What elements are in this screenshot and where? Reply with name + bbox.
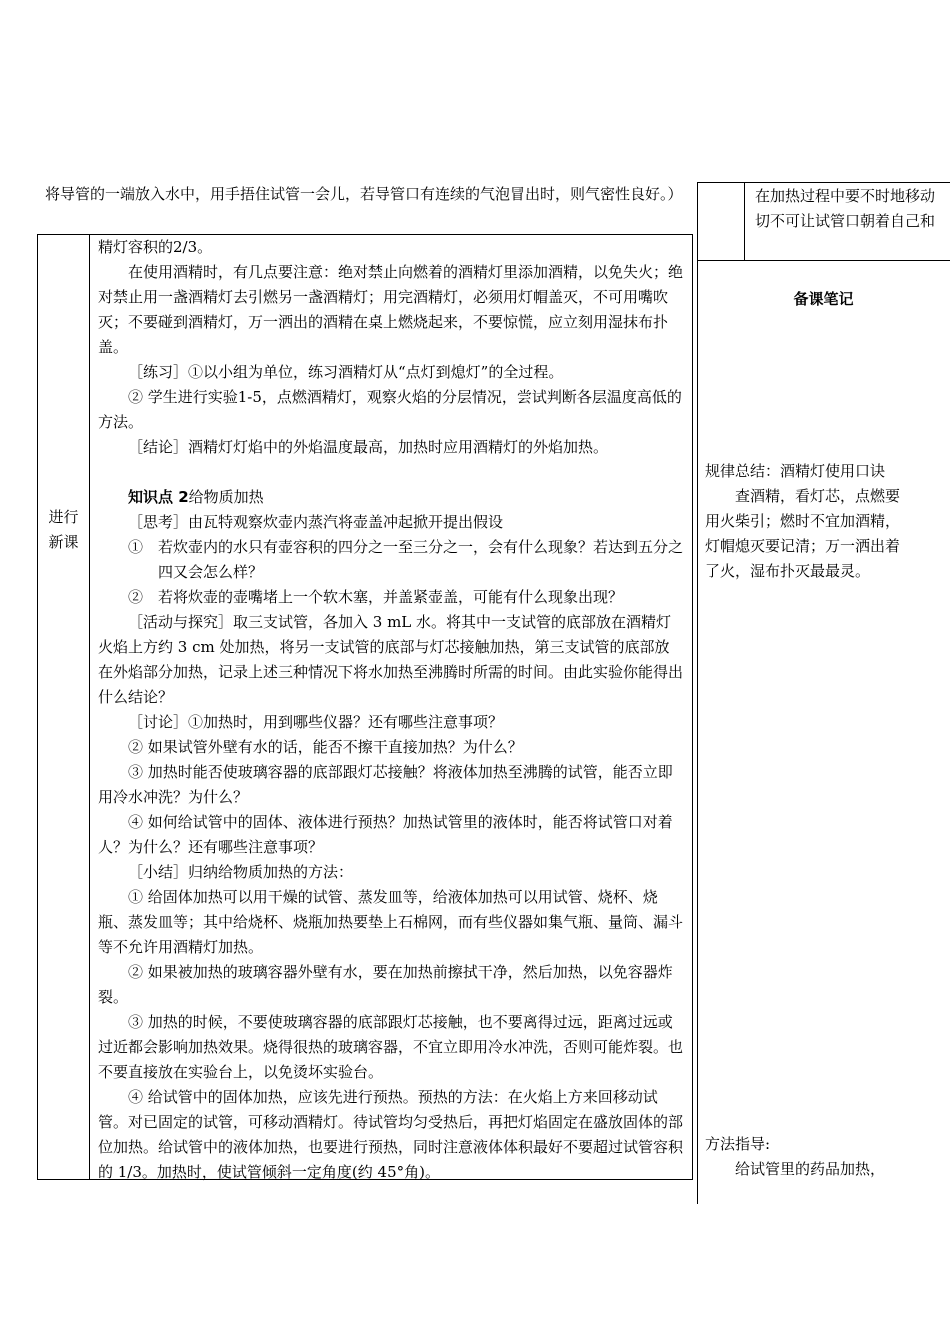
paragraph: ② 如果被加热的玻璃容器外壁有水，要在加热前擦拭干净，然后加热，以免容器炸裂。: [98, 963, 673, 1006]
row-label: [38, 505, 89, 555]
paragraph: ③ 加热时能否使玻璃容器的底部跟灯芯接触？将液体加热至沸腾的试管，能否立即用冷水冲洗？为什么？: [98, 763, 673, 806]
rule-summary-body: 查酒精，看灯芯，点燃要用火柴引；燃时不宜加酒精，灯帽熄灭要记清；万一洒出着了火，湿布扑灭最最灵。: [705, 487, 901, 580]
paragraph: ③ 加热的时候，不要使玻璃容器的底部跟灯芯接触，也不要离得过远，距离过远或过近都会影响加热效果。烧得很热的玻璃容器，不宜立即用冷水冲洗，否则可能炸裂。也不要直接放在实验台上，以免烫坏实验台。: [98, 1013, 684, 1081]
paragraph: ① 给固体加热可以用干燥的试管、蒸发皿等，给液体加热可以用试管、烧杯、烧瓶、蒸发皿等；其中给烧杯、烧瓶加热要垫上石棉网，而有些仪器如集气瓶、量筒、漏斗等不允许用酒精灯加热。: [98, 888, 684, 956]
paragraph: 精灯容积的2/3。: [98, 238, 213, 256]
section-heading: [98, 485, 683, 510]
right-top-note: [744, 183, 950, 260]
rule-summary-note: [705, 459, 908, 584]
paragraph: 在使用酒精时，有几点要注意：绝对禁止向燃着的酒精灯里添加酒精，以免失火；绝对禁止用一盏酒精灯去引燃另一盏酒精灯；用完酒精灯，必须用灯帽盖灭，不可用嘴吹灭；不要碰到酒精灯，万一洒出的酒精在桌上燃烧起来，不要惊慌，应立刻用湿抹布扑盖。: [98, 263, 684, 356]
method-guide-title: 方法指导:: [705, 1135, 771, 1153]
right-top-line-2: 切不可让试管口朝着自己和: [755, 212, 936, 230]
paragraph: ［练习］①以小组为单位，练习酒精灯从“点灯到熄灯”的全过程。: [128, 363, 564, 381]
notes-column-divider: [697, 259, 698, 1204]
lesson-table: [37, 234, 693, 1180]
top-paragraph: 将导管的一端放入水中，用手捂住试管一会儿，若导管口有连续的气泡冒出时，则气密性良好。）: [45, 185, 683, 203]
row-label-line-2: 新课: [48, 533, 79, 551]
paragraph: ［讨论］①加热时，用到哪些仪器？还有哪些注意事项？: [128, 713, 504, 731]
paragraph: ④ 如何给试管中的固体、液体进行预热？加热试管里的液体时，能否将试管口对着人？为什么？还有哪些注意事项？: [98, 813, 673, 856]
right-top-line-1: 在加热过程中要不时地移动: [755, 187, 936, 205]
row-label-cell: [38, 235, 90, 1179]
lesson-content: [98, 235, 683, 1185]
paragraph: ［结论］酒精灯灯焰中的外焰温度最高，加热时应用酒精灯的外焰加热。: [128, 438, 609, 456]
rule-summary-title: 规律总结：酒精灯使用口诀: [705, 462, 886, 480]
right-top-cell: [697, 182, 950, 261]
paragraph: ② 学生进行实验1-5，点燃酒精灯，观察火焰的分层情况，尝试判断各层温度高低的方法。: [98, 388, 682, 431]
paragraph: ④ 给试管中的固体加热，应该先进行预热。预热的方法：在火焰上方来回移动试管。对已固定的试管，可移动酒精灯。待试管均匀受热后，再把灯焰固定在盛放固体的部位加热。给试管中的液体加热，也要进行预热，同时注意液体体积最好不要超过试管容积的 1/3。加热时，使试管倾斜一定角度(约 45°角)。: [98, 1088, 684, 1181]
row-label-line-1: 进行: [48, 508, 79, 526]
paragraph: ② 如果试管外壁有水的话，能否不擦干直接加热？为什么？: [128, 738, 523, 756]
paragraph: ② 若将炊壶的壶嘴堵上一个软木塞，并盖紧壶盖，可能有什么现象出现？: [128, 588, 624, 606]
method-guide-body: 给试管里的药品加热，: [735, 1160, 886, 1178]
paragraph: ［思考］由瓦特观察炊壶内蒸汽将壶盖冲起掀开提出假设: [128, 513, 504, 531]
section-heading-bold: 知识点 2: [128, 488, 189, 506]
paragraph: ［小结］归纳给物质加热的方法：: [128, 863, 354, 881]
paragraph: ① 若炊壶内的水只有壶容积的四分之一至三分之一，会有什么现象？若达到五分之四又会怎么样？: [128, 538, 684, 581]
notes-title: 备课笔记: [793, 290, 854, 308]
paragraph: ［活动与探究］取三支试管，各加入 3 mL 水。将其中一支试管的底部放在酒精灯火焰上方约 3 cm 处加热，将另一支试管的底部与灯芯接触加热，第三支试管的底部放在外焰部分加热，记录上述三种情况下将水加热至沸腾时所需的时间。由此实验你能得出什么结论？: [98, 613, 684, 706]
blank-line: [98, 460, 683, 485]
section-heading-text: 给物质加热: [188, 488, 264, 506]
method-guide-note: [705, 1132, 915, 1182]
